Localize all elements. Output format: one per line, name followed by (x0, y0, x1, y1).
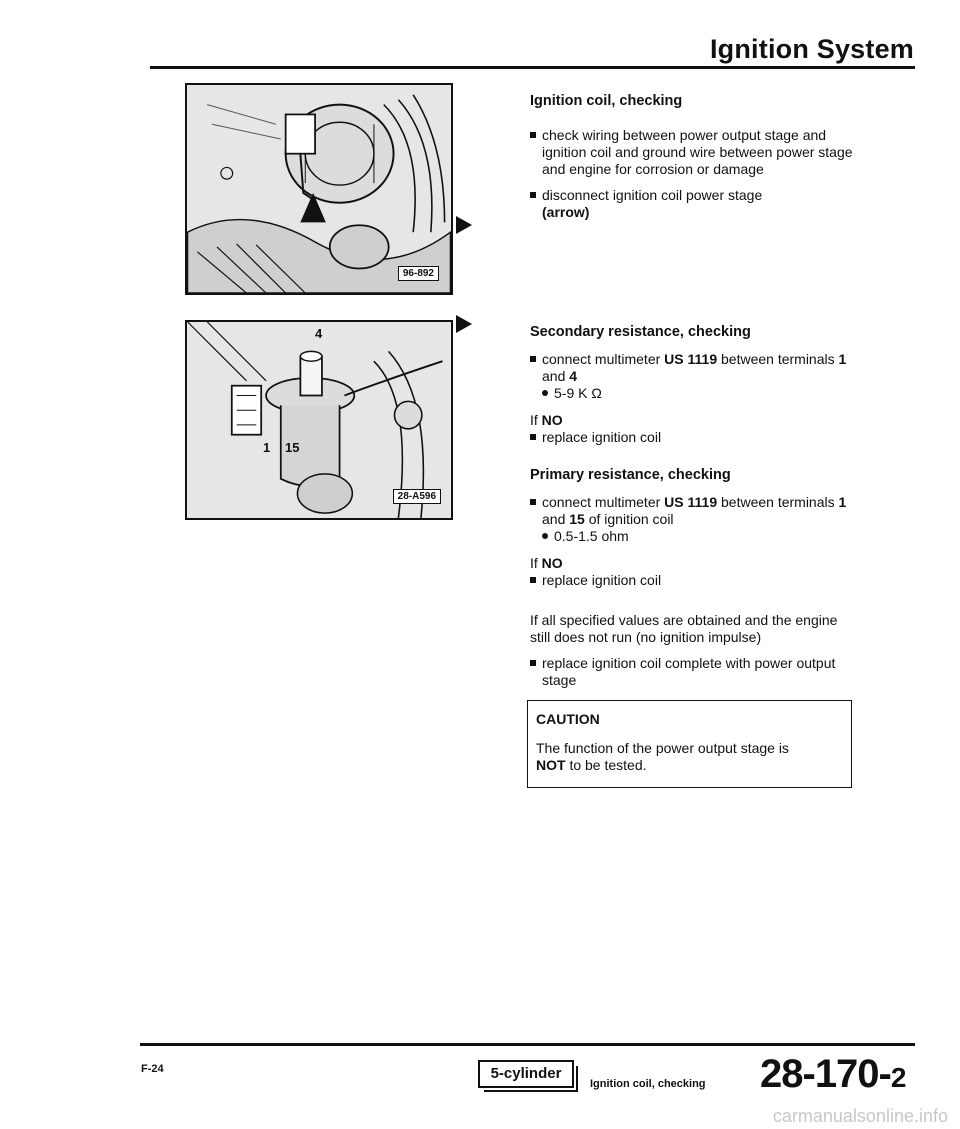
list-item: disconnect ignition coil power stage (arrow) (530, 187, 860, 221)
list-item: connect multimeter US 1119 between terminals 1 and 15 of ignition coil (530, 494, 860, 528)
callout-terminal-1: 1 (263, 440, 271, 455)
page-title: Ignition System (709, 34, 914, 64)
coil-check-section (530, 93, 860, 221)
figure-coil-power-stage (185, 83, 453, 295)
section-heading: Primary resistance, checking (530, 467, 731, 483)
footer-code: F-24 (141, 1063, 164, 1075)
figure-label: 28-A596 (393, 489, 441, 504)
primary-resistance-section (530, 467, 860, 589)
condition: If NO (530, 412, 563, 428)
page-number: 28-170-2 (760, 1052, 906, 1096)
footer-topic: Ignition coil, checking (590, 1078, 706, 1090)
list-item: replace ignition coil (530, 572, 860, 589)
caution-text: The function of the power output stage is NOT to be tested. (536, 740, 789, 773)
header-rule (150, 66, 915, 69)
list-item: replace ignition coil complete with power output stage (530, 655, 860, 689)
pointer-arrow-icon (456, 216, 472, 234)
variant-badge: 5-cylinder (478, 1060, 574, 1088)
pointer-arrow-icon (456, 315, 472, 333)
caution-box (527, 700, 852, 788)
figure-label: 96-892 (398, 266, 439, 281)
section-heading: Ignition coil, checking (530, 93, 683, 109)
secondary-resistance-section (530, 324, 860, 446)
caution-title: CAUTION (536, 711, 600, 727)
watermark: carmanualsonline.info (772, 1106, 948, 1126)
figure-coil-terminals (185, 320, 453, 520)
list-item: check wiring between power output stage and ignition coil and ground wire between power stage and engine for corrosion or damage (530, 127, 860, 178)
callout-terminal-15: 15 (285, 440, 300, 455)
spec-value: 0.5-1.5 ohm (530, 528, 860, 545)
condition: If NO (530, 555, 563, 571)
engine-illustration-1 (187, 85, 451, 293)
list-item: connect multimeter US 1119 between terminals 1 and 4 (530, 351, 860, 385)
list-item: replace ignition coil (530, 429, 860, 446)
footer-rule (140, 1043, 915, 1046)
summary-text: If all specified values are obtained and the engine still does not run (no ignition impulse) (530, 612, 838, 645)
callout-terminal-4: 4 (315, 326, 323, 341)
summary-section (530, 612, 860, 689)
section-heading: Secondary resistance, checking (530, 324, 751, 340)
arrow-note: (arrow) (542, 204, 590, 220)
spec-value: 5-9 K Ω (530, 385, 860, 402)
